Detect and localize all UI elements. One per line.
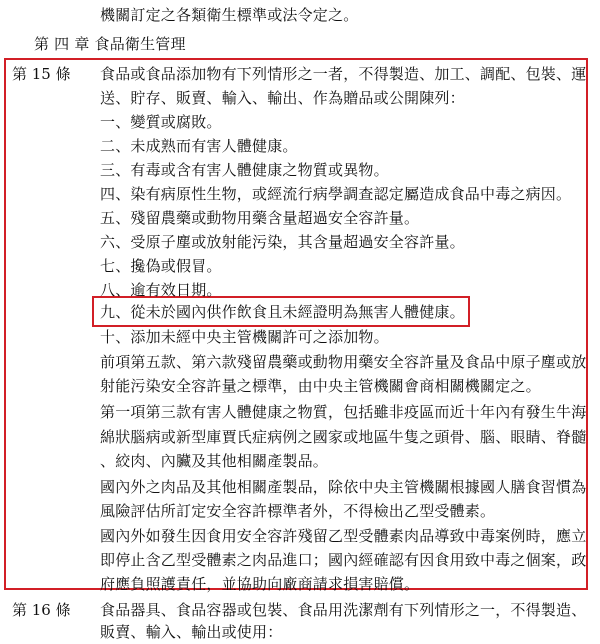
article-15-item-6: 六、受原子塵或放射能污染，其含量超過安全容許量。 <box>100 233 465 251</box>
article-15-item-1: 一、變質或腐敗。 <box>100 113 222 131</box>
article-15-item-10: 十、添加未經中央主管機關許可之添加物。 <box>100 328 389 346</box>
article-15-item-2: 二、未成熟而有害人體健康。 <box>100 137 298 155</box>
article-15-line: 送、貯存、販賣、輸入、輸出、作為贈品或公開陳列： <box>100 89 465 107</box>
article-15-item-7: 七、攙偽或假冒。 <box>100 257 222 275</box>
article-16-number: 第 16 條 <box>12 601 71 619</box>
chapter-title: 第 四 章 食品衛生管理 <box>34 35 186 53</box>
article-15-item-9: 九、從未於國內供作飲食且未經證明為無害人體健康。 <box>100 303 465 321</box>
article-15-line: 綿狀腦病或新型庫賈氏症病例之國家或地區牛隻之頭骨、腦、眼睛、脊髓 <box>100 428 587 446</box>
article-15-line: 國內外之肉品及其他相關產製品，除依中央主管機關根據國人膳食習慣為 <box>100 478 587 496</box>
article-15-line: 前項第五款、第六款殘留農藥或動物用藥安全容許量及食品中原子塵或放 <box>100 353 587 371</box>
article-15-line: 射能污染安全容許量之標準，由中央主管機關會商相關機關定之。 <box>100 377 541 395</box>
article-15-item-4: 四、染有病原性生物，或經流行病學調查認定屬造成食品中毒之病因。 <box>100 185 572 203</box>
article-15-line: 、絞肉、內臟及其他相關產製品。 <box>100 452 329 470</box>
article-15-line: 國內外如發生因食用安全容許殘留乙型受體素肉品導致中毒案例時，應立 <box>100 527 587 545</box>
article-15-line: 府應負照護責任，並協助向廠商請求損害賠償。 <box>100 575 420 593</box>
article-15-line: 即停止含乙型受體素之肉品進口；國內經確認有因食用致中毒之個案，政 <box>100 551 587 569</box>
article-15-line: 第一項第三款有害人體健康之物質，包括雖非疫區而近十年內有發生牛海 <box>100 403 587 421</box>
article-15-line: 風險評估所訂定安全容許標準者外，不得檢出乙型受體素。 <box>100 502 496 520</box>
article-16-line: 食品器具、食品容器或包裝、食品用洗潔劑有下列情形之一，不得製造、 <box>100 601 587 619</box>
article-15-number: 第 15 條 <box>12 65 71 83</box>
article-16-line: 販賣、輸入、輸出或使用： <box>100 623 283 641</box>
article-15-item-5: 五、殘留農藥或動物用藥含量超過安全容許量。 <box>100 209 420 227</box>
article-15-item-3: 三、有毒或含有害人體健康之物質或異物。 <box>100 161 389 179</box>
article-15-item-8: 八、逾有效日期。 <box>100 281 222 299</box>
top-fragment-line: 機關訂定之各類衛生標準或法令定之。 <box>100 6 359 24</box>
article-15-line: 食品或食品添加物有下列情形之一者，不得製造、加工、調配、包裝、運 <box>100 65 587 83</box>
